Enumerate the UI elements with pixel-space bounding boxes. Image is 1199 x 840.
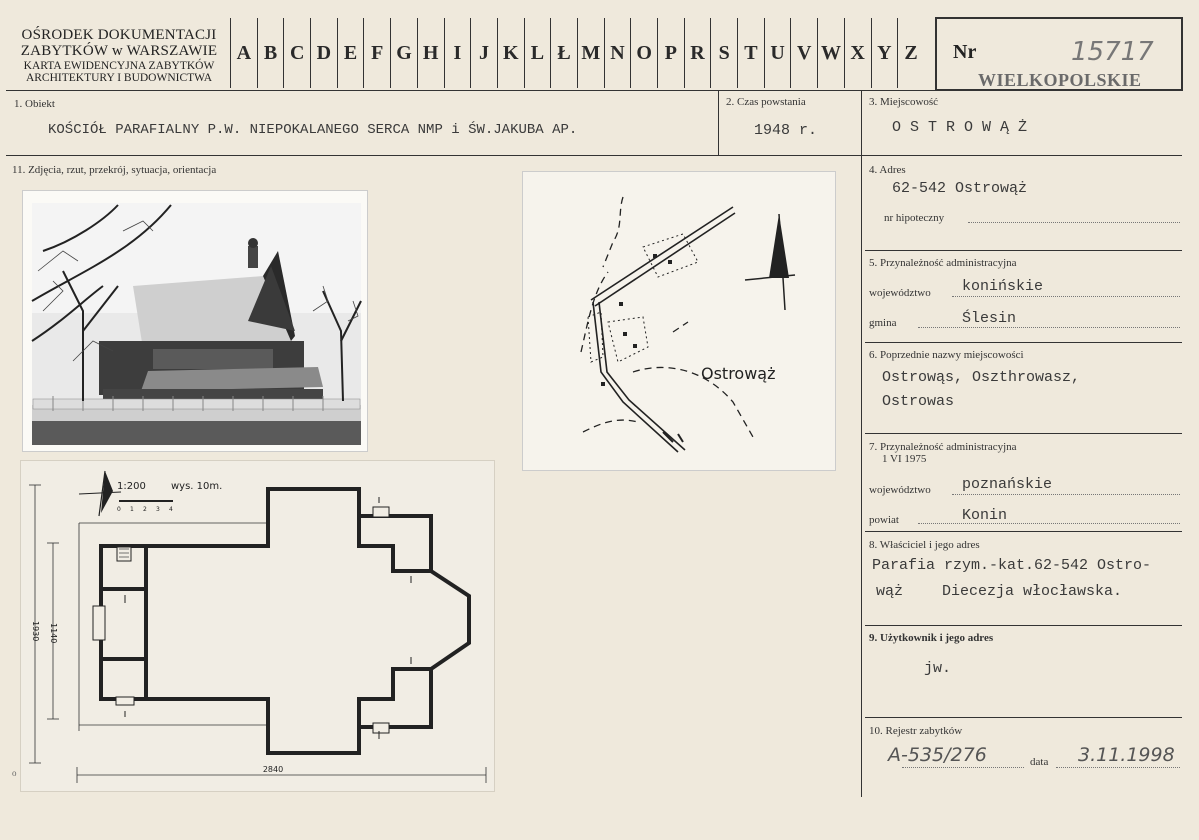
- przyn1975-label: 7. Przynależność administracyjna: [869, 441, 1017, 453]
- alphabet-letter: M: [577, 18, 604, 88]
- data-label: data: [1030, 756, 1049, 768]
- miejscowosc-value: O S T R O W Ą Ż: [892, 119, 1028, 136]
- wojewodztwo-1975-label: województwo: [869, 484, 931, 496]
- czas-value: 1948 r.: [754, 122, 818, 139]
- wojewodztwo-line: [952, 296, 1180, 297]
- rejestr-line: [902, 767, 1024, 768]
- alphabet-letter: N: [604, 18, 631, 88]
- org-line-2: ZABYTKÓW w WARSZAWIE: [20, 42, 218, 59]
- nr-value: 15717: [1071, 37, 1154, 67]
- powiat-value: Konin: [962, 507, 1008, 524]
- alphabet-letter: D: [310, 18, 337, 88]
- uzytkownik-value: jw.: [924, 660, 952, 677]
- alphabet-letter: J: [470, 18, 497, 88]
- divider: [861, 90, 862, 797]
- alphabet-index: [230, 18, 924, 88]
- divider: [6, 155, 1182, 156]
- wojewodztwo-value: konińskie: [962, 278, 1044, 295]
- church-photo: [22, 190, 368, 452]
- alphabet-letter: X: [844, 18, 871, 88]
- alphabet-letter: F: [363, 18, 390, 88]
- alphabet-letter: O: [630, 18, 657, 88]
- scale-tick-3: 3: [156, 506, 160, 513]
- alphabet-letter: U: [764, 18, 791, 88]
- alphabet-letter: L: [524, 18, 551, 88]
- floor-plan-drawing: [21, 461, 496, 793]
- powiat-label: powiat: [869, 514, 899, 526]
- alphabet-letter: I: [444, 18, 471, 88]
- alphabet-letter: B: [257, 18, 284, 88]
- divider: [718, 90, 719, 155]
- czas-label: 2. Czas powstania: [726, 96, 806, 108]
- plan-dim-height-outer: 1930: [31, 621, 40, 642]
- zdjecia-label: 11. Zdjęcia, rzut, przekrój, sytuacja, orientacja: [12, 164, 217, 176]
- adres-label: 4. Adres: [869, 164, 906, 176]
- divider: [865, 625, 1182, 626]
- nr-label: Nr: [953, 41, 977, 63]
- wlasciciel-line-3: Diecezja włocławska.: [942, 583, 1123, 600]
- alphabet-letter: Z: [897, 18, 924, 88]
- alphabet-letter: A: [230, 18, 257, 88]
- wlasciciel-line-2: wąż: [876, 583, 904, 600]
- uzytkownik-label: 9. Użytkownik i jego adres: [869, 632, 994, 644]
- card-title-line-2: ARCHITEKTURY I BUDOWNICTWA: [25, 71, 213, 84]
- church-photo-image: [23, 191, 369, 453]
- alphabet-letter: P: [657, 18, 684, 88]
- scale-tick-1: 1: [130, 506, 134, 513]
- obiekt-value: KOŚCIÓŁ PARAFIALNY P.W. NIEPOKALANEGO SERCA NMP i ŚW.JAKUBA AP.: [48, 122, 578, 138]
- data-value: 3.11.1998: [1078, 744, 1175, 766]
- alphabet-letter: K: [497, 18, 524, 88]
- card-title-line-1: KARTA EWIDENCYJNA ZABYTKÓW: [23, 59, 215, 72]
- divider: [865, 250, 1182, 251]
- przyn1975-date: 1 VI 1975: [882, 453, 927, 465]
- wojewodztwo-1975-line: [952, 494, 1180, 495]
- wojewodztwo-label: województwo: [869, 287, 931, 299]
- gmina-value: Ślesin: [962, 310, 1017, 327]
- margin-mark: o: [12, 768, 17, 778]
- alphabet-letter: T: [737, 18, 764, 88]
- divider: [865, 531, 1182, 532]
- poprzednie-line-1: Ostrowąs, Oszthrowasz,: [882, 369, 1081, 386]
- scale-tick-2: 2: [143, 506, 147, 513]
- divider: [865, 717, 1182, 718]
- rejestr-label: 10. Rejestr zabytków: [869, 725, 963, 737]
- alphabet-letter: H: [417, 18, 444, 88]
- poprzednie-label: 6. Poprzednie nazwy miejscowości: [869, 349, 1024, 361]
- poprzednie-line-2: Ostrowas: [882, 393, 955, 410]
- alphabet-letter: G: [390, 18, 417, 88]
- data-line: [1056, 767, 1180, 768]
- alphabet-letter: C: [283, 18, 310, 88]
- hipoteczny-line: [968, 222, 1180, 223]
- region-stamp: WIELKOPOLSKIE: [978, 70, 1142, 90]
- plan-height: wys. 10m.: [171, 481, 223, 492]
- floor-plan: [20, 460, 495, 792]
- alphabet-letter: W: [817, 18, 844, 88]
- miejscowosc-label: 3. Miejscowość: [869, 96, 939, 108]
- scale-tick-0: 0: [117, 506, 121, 513]
- wlasciciel-line-1: Parafia rzym.-kat.62-542 Ostro-: [872, 557, 1152, 574]
- wojewodztwo-1975-value: poznańskie: [962, 476, 1053, 493]
- alphabet-letter: Y: [871, 18, 898, 88]
- powiat-line: [918, 523, 1180, 524]
- location-map: [522, 171, 836, 471]
- divider: [865, 342, 1182, 343]
- hipoteczny-label: nr hipoteczny: [884, 212, 945, 224]
- gmina-label: gmina: [869, 317, 897, 329]
- adres-value: 62-542 Ostrowąż: [892, 180, 1028, 197]
- map-place-label: Ostrowąż: [701, 364, 776, 383]
- rejestr-nr-value: A-535/276: [888, 744, 987, 766]
- org-line-1: OŚRODEK DOKUMENTACJI: [21, 27, 217, 43]
- scale-tick-4: 4: [169, 506, 173, 513]
- alphabet-letter: R: [684, 18, 711, 88]
- alphabet-letter: S: [710, 18, 737, 88]
- divider: [6, 90, 1182, 91]
- organization-block: [8, 28, 230, 84]
- alphabet-letter: E: [337, 18, 364, 88]
- divider: [865, 433, 1182, 434]
- location-map-drawing: [523, 172, 837, 472]
- plan-dim-width: 2840: [262, 765, 284, 774]
- alphabet-letter: Ł: [550, 18, 577, 88]
- wlasciciel-label: 8. Właściciel i jego adres: [869, 539, 980, 551]
- obiekt-label: 1. Obiekt: [14, 98, 55, 110]
- plan-scale: 1:200: [117, 481, 146, 492]
- alphabet-letter: V: [790, 18, 817, 88]
- gmina-line: [918, 327, 1180, 328]
- przynaleznosc-label: 5. Przynależność administracyjna: [869, 257, 1017, 269]
- plan-dim-height-inner: 1140: [49, 623, 58, 644]
